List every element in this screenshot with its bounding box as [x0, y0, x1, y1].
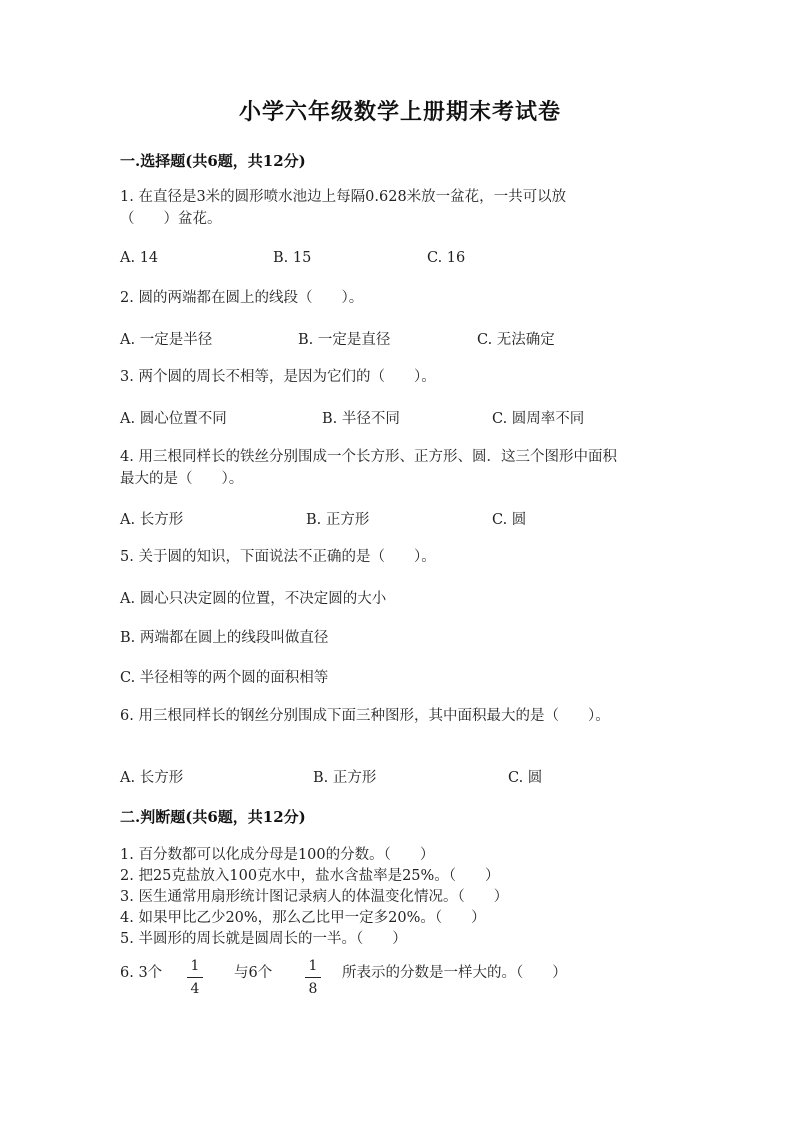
- question-stem-line: 3. 两个圆的周长不相等，是因为它们的（ ）。: [120, 369, 436, 385]
- question-1: [120, 186, 690, 230]
- option-a: A. 圆心只决定圆的位置，不决定圆的大小: [120, 591, 387, 607]
- option-a: A. 14: [120, 250, 159, 266]
- question-stem-line: 2. 圆的两端都在圆上的线段（ ）。: [120, 290, 364, 306]
- question-6: [120, 705, 690, 727]
- option-b: B. 15: [273, 250, 312, 266]
- option-b: B. 正方形: [306, 512, 370, 528]
- judgement-item: 2. 把25克盐放入100克水中，盐水含盐率是25%。（ ）: [120, 868, 500, 884]
- question-5: [120, 546, 690, 568]
- option-b: B. 两端都在圆上的线段叫做直径: [120, 630, 329, 646]
- option-c: C. 半径相等的两个圆的面积相等: [120, 670, 329, 686]
- option-b: B. 一定是直径: [298, 332, 391, 348]
- question-stem-line: 6. 用三根同样长的钢丝分别围成下面三种图形，其中面积最大的是（ ）。: [120, 708, 610, 724]
- question-3: [120, 366, 690, 388]
- section-heading-choice: 一.选择题(共6题，共12分): [120, 152, 306, 170]
- page-title: 小学六年级数学上册期末考试卷: [238, 99, 561, 125]
- judgement-item: 5. 半圆形的周长就是圆周长的一半。（ ）: [120, 931, 407, 947]
- question-stem-line: 最大的是（ ）。: [120, 471, 244, 487]
- fraction-numerator: 1: [190, 958, 200, 974]
- option-a: A. 圆心位置不同: [120, 411, 227, 427]
- option-a: A. 一定是半径: [120, 332, 213, 348]
- question-2: [120, 287, 690, 309]
- fraction-denominator: 4: [190, 981, 200, 997]
- section-heading-judgement: 二.判断题(共6题，共12分): [120, 808, 306, 826]
- question-stem-line: 5. 关于圆的知识，下面说法不正确的是（ ）。: [120, 549, 436, 565]
- fraction-one-eighth: [305, 958, 321, 997]
- option-c: C. 圆: [492, 512, 527, 528]
- option-c: C. 圆周率不同: [492, 411, 585, 427]
- option-b: B. 正方形: [313, 770, 377, 786]
- judgement-item: 4. 如果甲比乙少20%，那么乙比甲一定多20%。（ ）: [120, 910, 486, 926]
- judgement-item-6-part2: 与6个: [234, 965, 273, 981]
- question-stem-line: 1. 在直径是3米的圆形喷水池边上每隔0.628米放一盆花，一共可以放: [120, 189, 567, 205]
- question-4: [120, 446, 690, 490]
- option-a: A. 长方形: [120, 512, 184, 528]
- fraction-bar: [187, 977, 203, 978]
- judgement-item: 3. 医生通常用扇形统计图记录病人的体温变化情况。（ ）: [120, 889, 509, 905]
- judgement-item-6-part1: 6. 3个: [120, 965, 163, 981]
- judgement-item-6-part3: 所表示的分数是一样大的。（ ）: [342, 965, 567, 981]
- fraction-one-quarter: [187, 958, 203, 997]
- fraction-bar: [305, 977, 321, 978]
- judgement-item: 1. 百分数都可以化成分母是100的分数。（ ）: [120, 847, 435, 863]
- fraction-numerator: 1: [308, 958, 318, 974]
- question-stem-line: 4. 用三根同样长的铁丝分别围成一个长方形、正方形、圆．这三个图形中面积: [120, 449, 617, 465]
- option-c: C. 圆: [508, 770, 543, 786]
- option-b: B. 半径不同: [322, 411, 400, 427]
- option-c: C. 无法确定: [477, 332, 555, 348]
- option-c: C. 16: [427, 250, 466, 266]
- fraction-denominator: 8: [308, 981, 318, 997]
- question-stem-line: （ ）盆花。: [120, 211, 222, 227]
- option-a: A. 长方形: [120, 770, 184, 786]
